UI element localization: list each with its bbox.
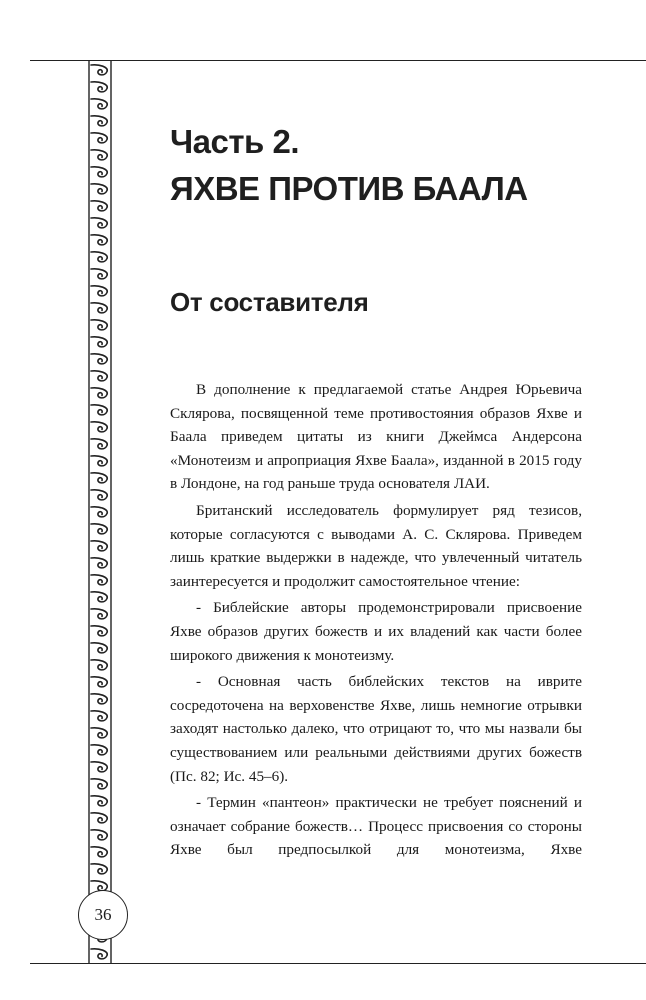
top-rule bbox=[30, 60, 646, 61]
bottom-rule bbox=[30, 963, 646, 964]
body-text bbox=[170, 378, 582, 862]
decorative-border-ornament bbox=[87, 61, 113, 963]
part-title-line-1: Часть 2. bbox=[170, 123, 300, 160]
paragraph: В дополнение к предлагаемой статье Андрея Юрьевича Склярова, посвященной теме противостояния образов Яхве и Баала приведем цитаты из книги Джеймса Андерсона «Монотеизм и апроприация Яхве Баала», изданной в 2015 году в Лондоне, на год раньше труда основателя ЛАИ. bbox=[170, 381, 582, 493]
paragraph: - Основная часть библейских текстов на иврите сосредоточена на верховенстве Яхве, лишь немногие отрывки заходят настолько далеко, что отрицают то, что мы назвали бы существованием или реальными действиями других божеств (Пс. 82; Ис. 45–6). bbox=[170, 673, 582, 785]
part-title bbox=[170, 118, 528, 212]
paragraph: Британский исследователь формулирует ряд тезисов, которые согласуются с выводами А. С. Склярова. Приведем лишь краткие выдержки в надежде, что увлеченный читатель заинтересуется и продолжит самостоятельное чтение: bbox=[170, 501, 582, 590]
paragraph: - Библейские авторы продемонстрировали присвоение Яхве образов других божеств и их владений как части более широкого движения к монотеизму. bbox=[170, 599, 582, 664]
paragraph: - Термин «пантеон» практически не требует пояснений и означает собрание божеств… Процесс присвоения со стороны Яхве был предпосылкой для монотеизма, Яхве bbox=[170, 794, 582, 859]
section-title: От составителя bbox=[170, 287, 369, 317]
part-title-line-2: ЯХВЕ ПРОТИВ БААЛА bbox=[170, 170, 528, 207]
page-number: 36 bbox=[78, 890, 128, 940]
